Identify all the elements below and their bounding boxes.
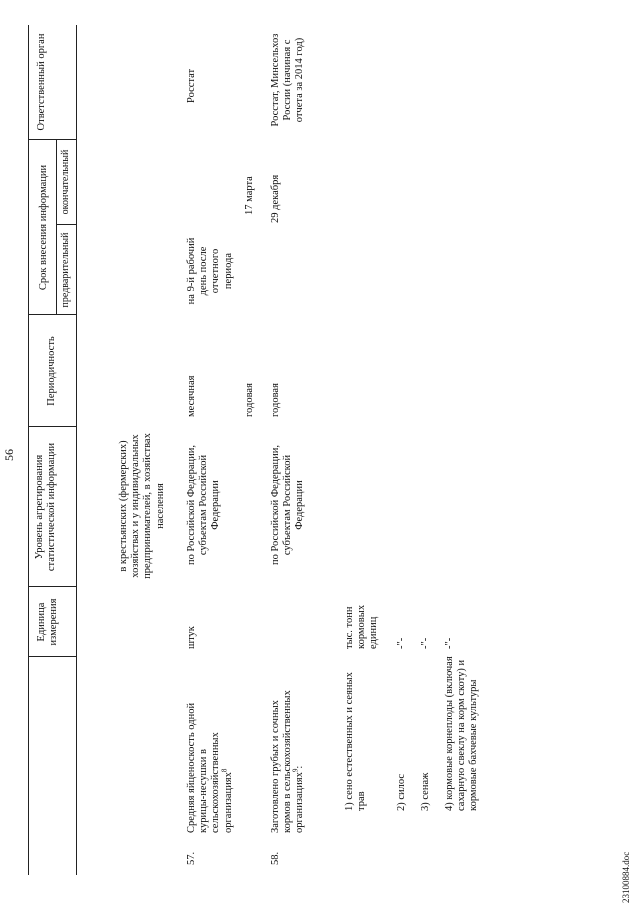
col-divider <box>28 586 76 587</box>
row58-footnote: 9 <box>291 768 300 773</box>
col-divider <box>28 426 76 427</box>
subitem-rootcrops-label: 4) кормовые корнеплоды (включая сахарную свеклу на корм скоту) и кормовые бахчевые культуры <box>444 656 480 811</box>
row58-number: 58. <box>270 851 281 865</box>
col-divider <box>28 314 76 315</box>
header-unit: Единица измерения <box>36 598 60 646</box>
table-top-border <box>28 25 29 875</box>
col-divider <box>28 656 76 657</box>
header-preliminary: предварительный <box>60 232 71 308</box>
subitem-hay-unit: тыс. тонн кормовых единиц <box>344 604 380 649</box>
row57-final: 17 марта <box>244 176 255 215</box>
row58-periodicity: годовая <box>270 383 281 417</box>
row57-periodicity: месячная <box>186 375 197 417</box>
row57-aggregation: по Российской Федерации, субъектам Российской Федерации <box>186 444 222 566</box>
top-row-aggregation: в крестьянских (фермерских) хозяйствах и у индивидуальных предпринимателей, в хозяйствах населения <box>118 433 166 579</box>
subitem-silage-unit: -"- <box>396 637 407 649</box>
row57-preliminary: на 9-й рабочий день после отчетного периода <box>186 237 234 305</box>
subitem-hay-label: 1) сено естественных и сеяных трав <box>344 672 368 811</box>
row58-indicator: Заготовлено грубых и сочных кормов в сельскохозяйственных организациях$^9$: <box>270 690 306 833</box>
row58-responsible: Росстат, Минсельхоз России (начиная с отчета за 2014 год) <box>270 33 306 127</box>
footer-filename: 23100884.doc <box>621 851 631 903</box>
row57-indicator: Средняя яйценоскость одной курицы-несушки в сельскохозяйственных организациях$^8$ <box>186 702 234 833</box>
col-divider <box>56 224 76 225</box>
header-final: окончательный <box>60 149 71 215</box>
subitem-rootcrops-unit: -"- <box>444 637 455 649</box>
header-periodicity: Периодичность <box>46 336 57 406</box>
header-bottom-border <box>76 25 77 875</box>
row57-footnote: 8 <box>220 768 229 773</box>
row57-unit: штук <box>186 626 197 649</box>
row58-aggregation: по Российской Федерации, субъектам Российской Федерации <box>270 444 306 566</box>
row58-final: 29 декабря <box>270 174 281 223</box>
col-divider <box>28 139 76 140</box>
page-number: 56 <box>2 449 16 461</box>
subitem-silage-label: 2) силос <box>396 773 407 811</box>
header-responsible: Ответственный орган <box>36 33 47 131</box>
header-aggregation: Уровень агрегирования статистической информации <box>34 442 58 572</box>
row57-periodicity-annual: годовая <box>244 383 255 417</box>
row57-responsible: Росстат <box>186 68 197 103</box>
header-deadline: Срок внесения информации <box>38 164 49 291</box>
subitem-haylage-label: 3) сенаж <box>420 772 431 811</box>
row57-number: 57. <box>186 851 197 865</box>
deadline-sub-border <box>56 140 57 315</box>
subitem-haylage-unit: -"- <box>420 637 431 649</box>
